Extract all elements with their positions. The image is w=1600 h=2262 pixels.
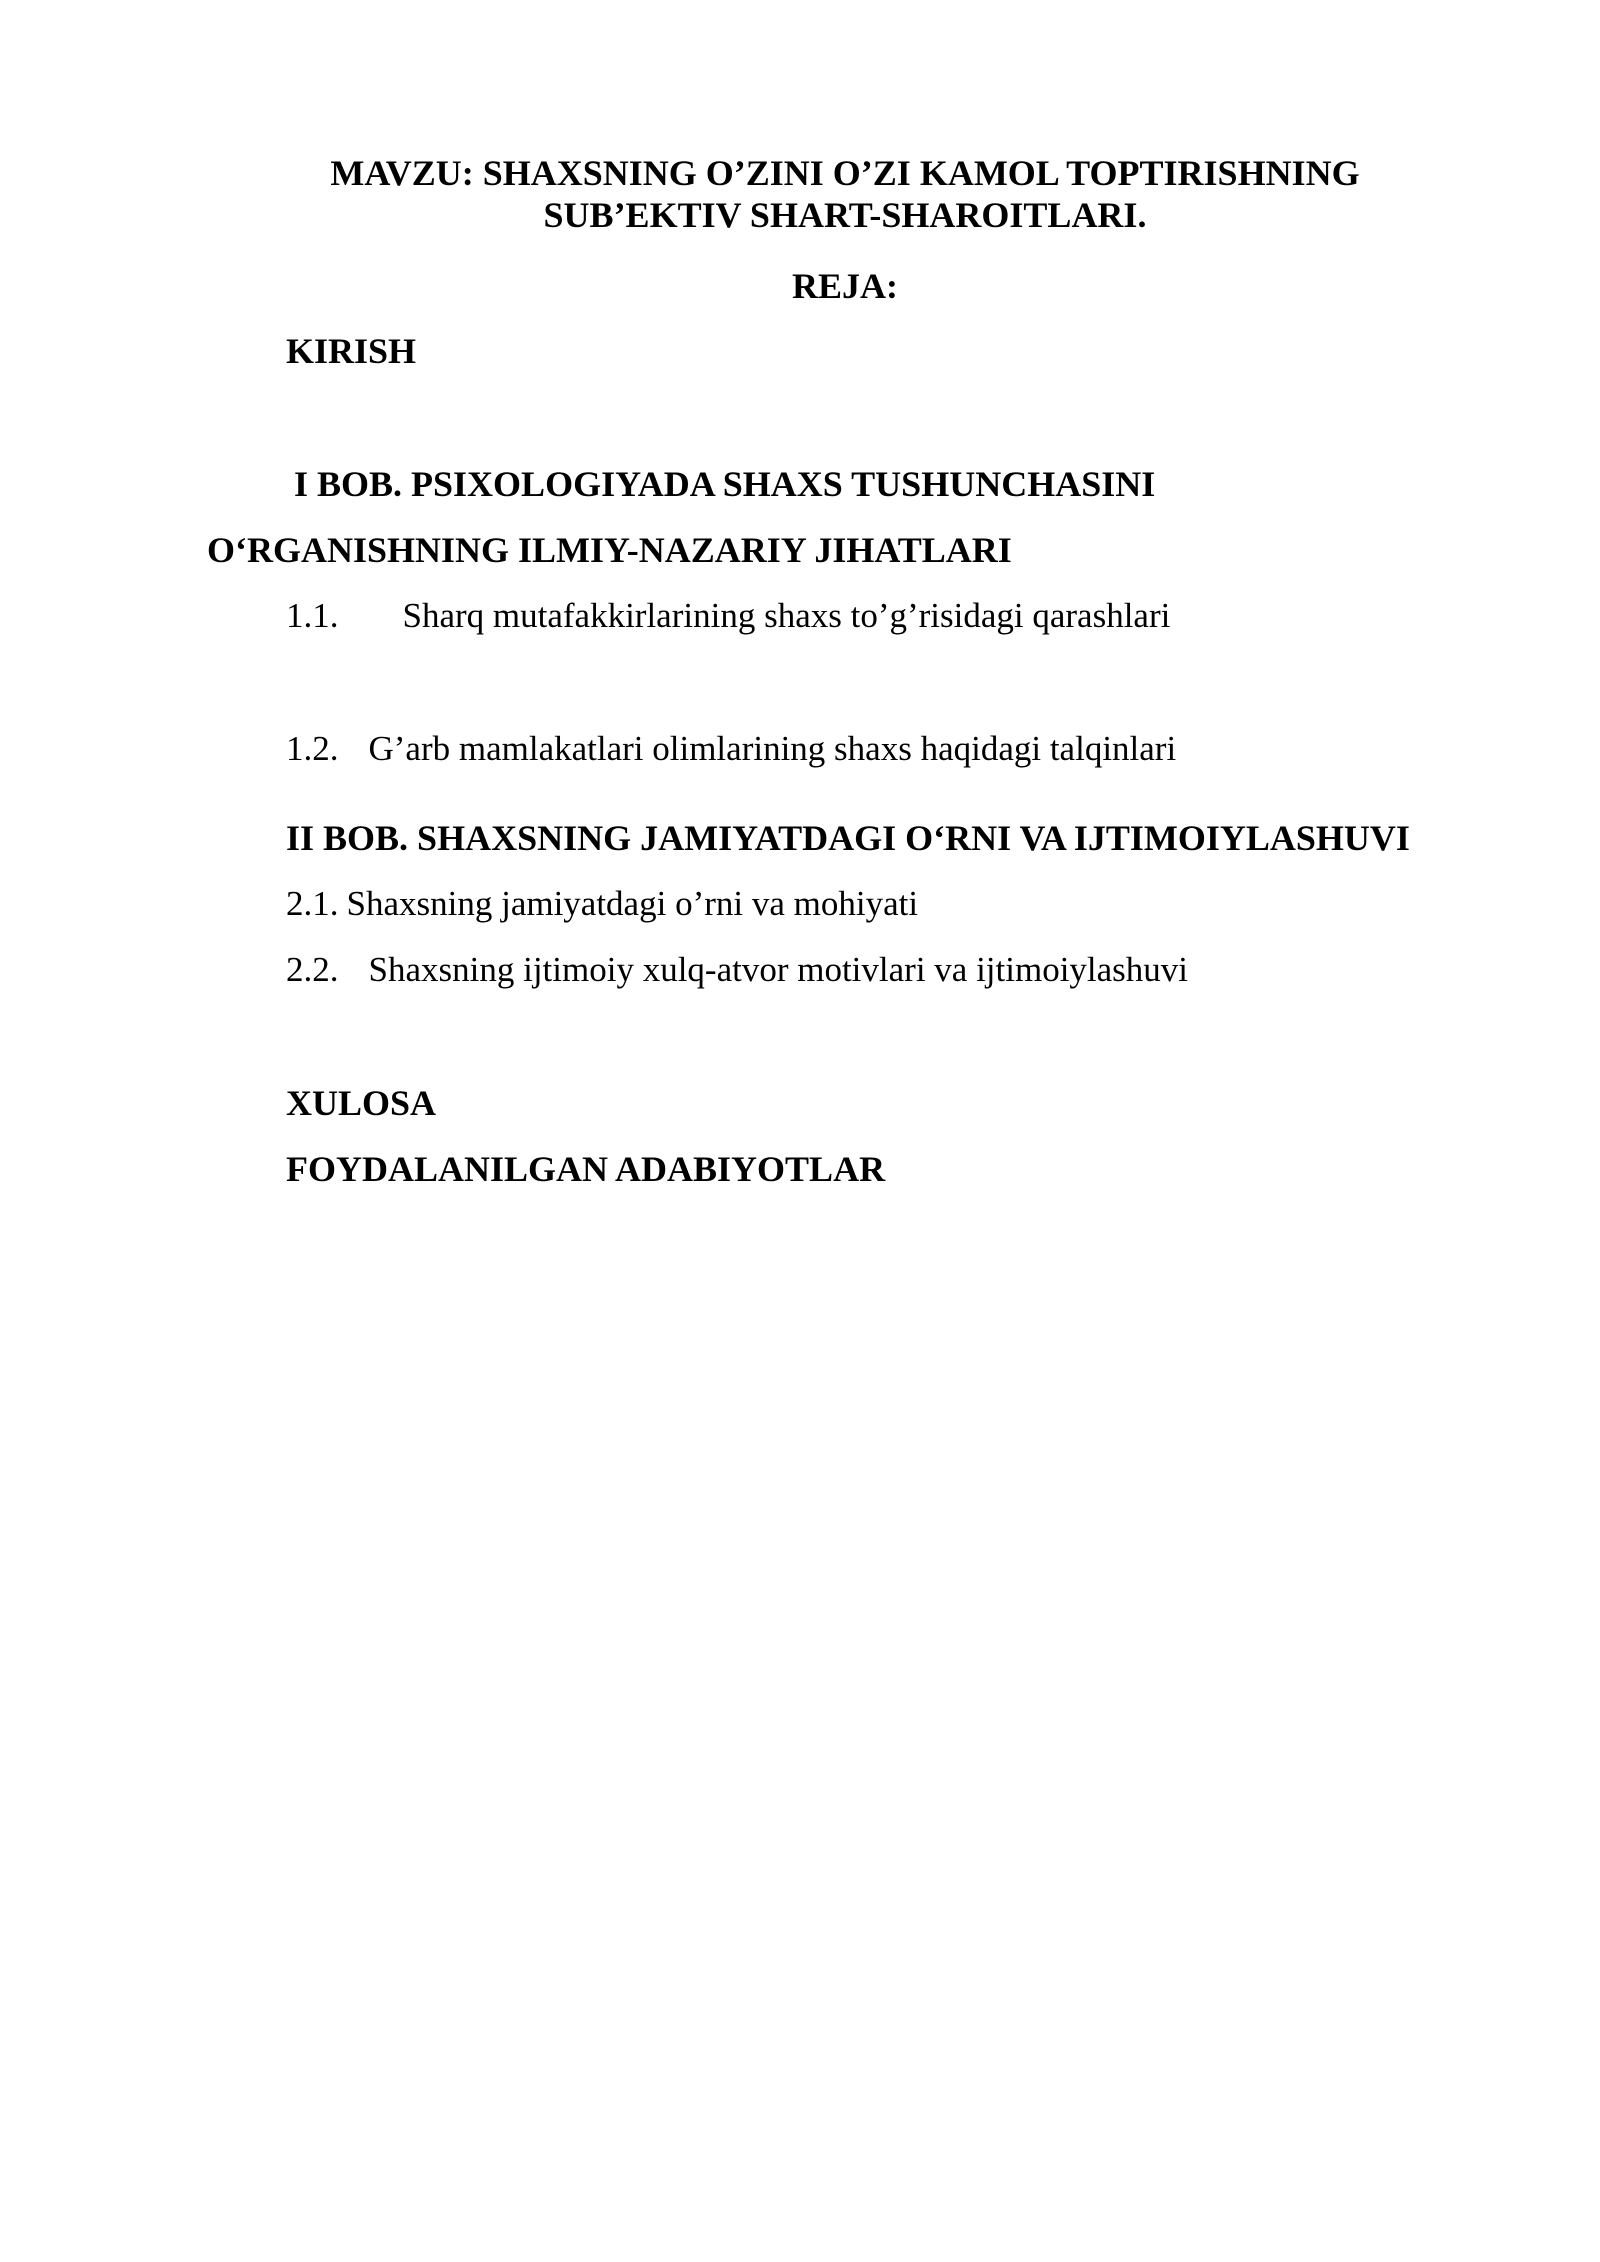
introduction-heading: KIRISH: [286, 331, 417, 371]
chapter-1-heading-line-1: I BOB. PSIXOLOGIYADA SHAXS TUSHUNCHASINI: [294, 464, 1156, 504]
title-line-1: MAVZU: SHAXSNING O’ZINI O’ZI KAMOL TOPTIRISHNING: [330, 153, 1360, 193]
section-text: Sharq mutafakkirlarining shaxs to’g’risidagi qarashlari: [402, 596, 1171, 635]
references-heading: FOYDALANILGAN ADABIYOTLAR: [286, 1149, 886, 1189]
section-1-2: [286, 731, 1176, 766]
section-number: 1.1.: [286, 596, 339, 635]
section-number: 2.1.: [286, 884, 339, 923]
chapter-2-heading: II BOB. SHAXSNING JAMIYATDAGI O‘RNI VA IJTIMOIYLASHUVI: [286, 818, 1410, 858]
section-2-1: [286, 886, 918, 921]
document-title: [0, 155, 1600, 233]
plan-label: REJA:: [792, 266, 898, 306]
section-text: Shaxsning ijtimoiy xulq-atvor motivlari va ijtimoiylashuvi: [368, 950, 1189, 989]
title-line-2: SUB’EKTIV SHART-SHAROITLARI.: [543, 195, 1147, 235]
section-2-2: [286, 952, 1188, 987]
section-1-1: [286, 598, 1170, 633]
chapter-1-heading-line-2: O‘RGANISHNING ILMIY-NAZARIY JIHATLARI: [207, 530, 1012, 570]
conclusion-heading: XULOSA: [286, 1083, 437, 1123]
section-text: G’arb mamlakatlari olimlarining shaxs haqidagi talqinlari: [368, 729, 1177, 768]
section-number: 1.2.: [286, 729, 339, 768]
section-number: 2.2.: [286, 950, 339, 989]
section-text: Shaxsning jamiyatdagi o’rni va mohiyati: [346, 884, 919, 923]
